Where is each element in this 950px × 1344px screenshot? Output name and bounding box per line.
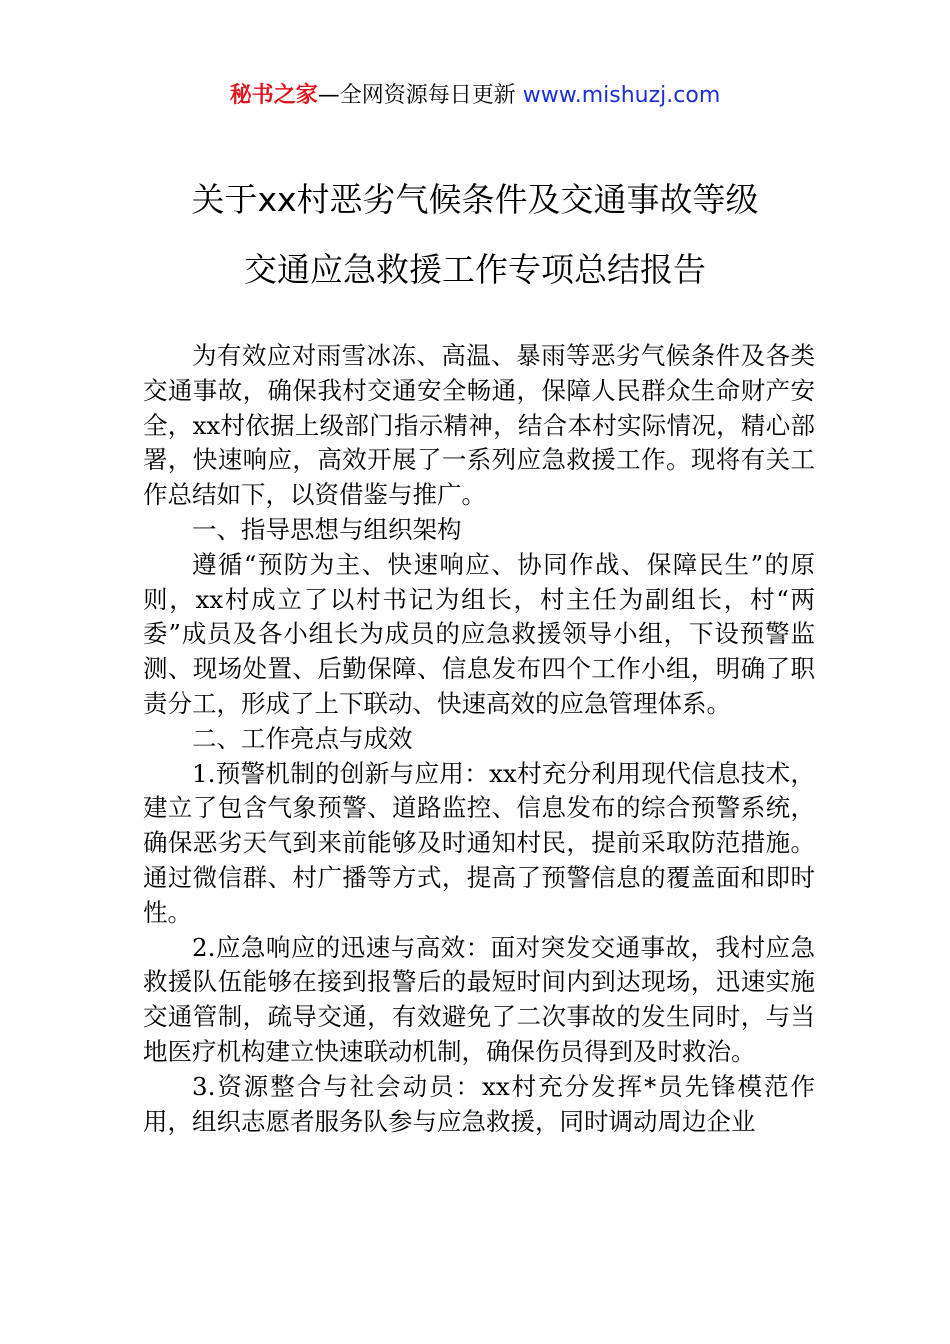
document-title-line-2: 交通应急救援工作专项总结报告: [244, 250, 706, 289]
section-heading-1: 一、指导思想与组织架构: [192, 514, 462, 544]
document-title-line-1: 关于xx村恶劣气候条件及交通事故等级: [191, 180, 759, 219]
paragraph-guiding-principles: 遵循“预防为主、快速响应、协同作战、保障民生”的原则，xx村成立了以村书记为组长，村主任为副组长，村“两委”成员及各小组长为成员的应急救援领导小组，下设预警监测、现场处置、后勤保障、信息发布四个工作小组，明确了职责分工，形成了上下联动、快速高效的应急管理体系。: [143, 549, 815, 718]
brand-name: 秘书之家: [229, 83, 318, 108]
paragraph-warning-mechanism: 1.预警机制的创新与应用：xx村充分利用现代信息技术，建立了包含气象预警、道路监控、信息发布的综合预警系统，确保恶劣天气到来前能够及时通知村民，提前采取防范措施。通过微信群、村广播等方式，提高了预警信息的覆盖面和即时性。: [143, 758, 815, 927]
website-link[interactable]: www.mishuzj.com: [522, 83, 721, 108]
section-heading-2: 二、工作亮点与成效: [192, 723, 413, 753]
paragraph-resource-integration: 3.资源整合与社会动员：xx村充分发挥*员先锋模范作用，组织志愿者服务队参与应急救援，同时调动周边企业: [143, 1071, 815, 1136]
paragraph-emergency-response: 2.应急响应的迅速与高效：面对突发交通事故，我村应急救援队伍能够在接到报警后的最短时间内到达现场，迅速实施交通管制，疏导交通，有效避免了二次事故的发生同时，与当地医疗机构建立快速联动机制，确保伤员得到及时救治。: [143, 932, 815, 1066]
banner-slogan: —全网资源每日更新: [317, 83, 523, 108]
paragraph-intro: 为有效应对雨雪冰冻、高温、暴雨等恶劣气候条件及各类交通事故，确保我村交通安全畅通，保障人民群众生命财产安全，xx村依据上级部门指示精神，结合本村实际情况，精心部署，快速响应，高效开展了一系列应急救援工作。现将有关工作总结如下，以资借鉴与推广。: [143, 341, 815, 510]
site-banner: [0, 80, 950, 112]
document-body: [143, 339, 815, 1139]
